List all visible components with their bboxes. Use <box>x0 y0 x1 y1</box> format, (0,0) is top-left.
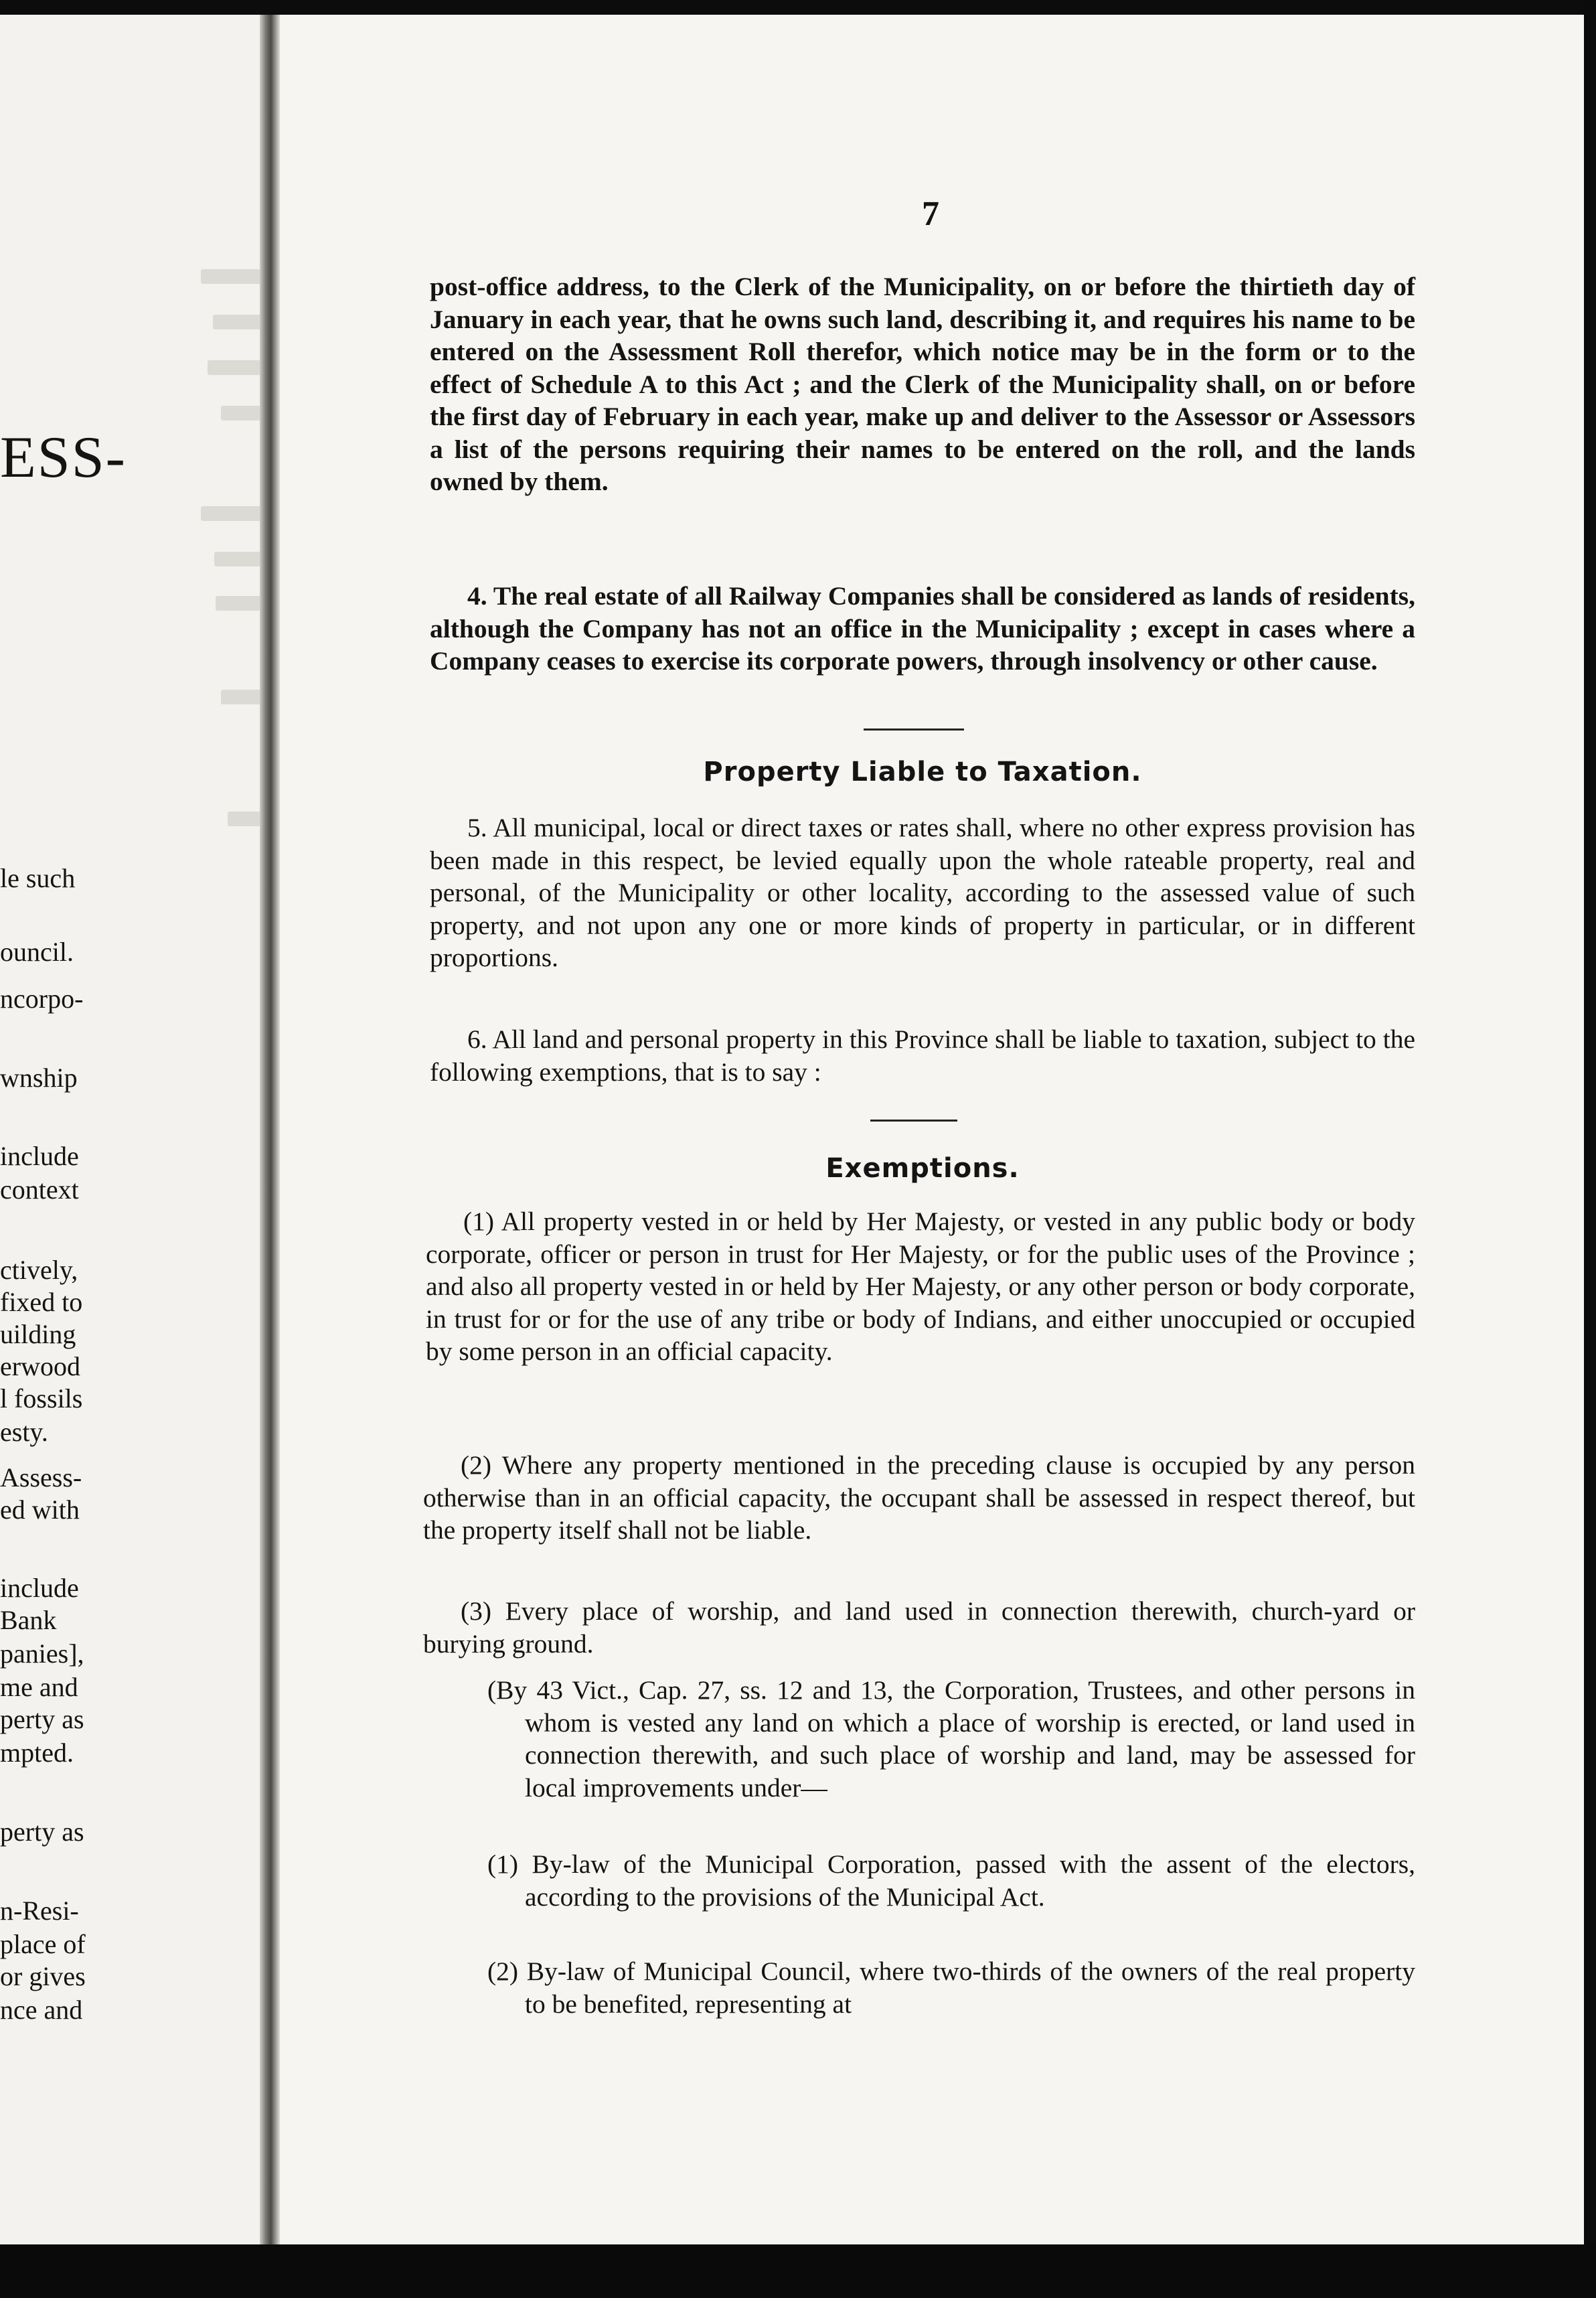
truncated-line: le such <box>0 863 76 893</box>
section-5-text: 5. All municipal, local or direct taxes or rates shall, where no other express provision has been made in this respect, be levied equally upon the whole rateable property, real and personal, of the Municipality or other locality, according to the assessed value of such property, and not upon any one or more kinds of property in particular, or in different proportions. <box>430 813 1415 972</box>
truncated-line: uilding <box>0 1319 76 1349</box>
bleed-through-text <box>214 552 262 566</box>
truncated-line: perty as <box>0 1704 84 1734</box>
scan-border-bottom <box>0 2244 1596 2298</box>
truncated-line: ncorpo- <box>0 984 84 1014</box>
truncated-line: fixed to <box>0 1287 83 1317</box>
exemption-3-text: (3) Every place of worship, and land used in connection therewith, church-yard or burying ground. <box>423 1596 1415 1659</box>
scan-border-top <box>0 0 1596 15</box>
section-4 <box>430 580 1415 678</box>
truncated-line: ed with <box>0 1495 80 1525</box>
truncated-line: place of <box>0 1929 86 1959</box>
section-4-text: 4. The real estate of all Railway Companies shall be considered as lands of residents, although the Company has not an office in the Municipality ; except in cases where a Company ceases to exercise its corporate powers, through insolvency or other cause. <box>430 581 1415 676</box>
bleed-through-text <box>228 812 262 826</box>
note-item-1 <box>487 1848 1415 1913</box>
exemption-3 <box>423 1595 1415 1660</box>
truncated-line: Assess- <box>0 1462 82 1492</box>
truncated-line: wnship <box>0 1063 78 1093</box>
heading-exemptions: Exemptions. <box>825 1153 1020 1184</box>
note-item-2 <box>487 1955 1415 2020</box>
exemption-1 <box>426 1205 1415 1368</box>
bleed-through-text <box>221 406 262 420</box>
truncated-line: or gives <box>0 1961 86 1991</box>
truncated-line: ouncil. <box>0 937 74 967</box>
truncated-line: nce and <box>0 1995 83 2025</box>
truncated-line: me and <box>0 1672 78 1702</box>
exemption-2 <box>423 1449 1415 1547</box>
truncated-line: include <box>0 1141 79 1171</box>
section-5 <box>430 812 1415 974</box>
bleed-through-text <box>216 596 262 611</box>
truncated-line: n-Resi- <box>0 1896 79 1926</box>
truncated-line: Bank <box>0 1605 57 1635</box>
section-6-text: 6. All land and personal property in this Province shall be liable to taxation, subject to the following exemptions, that is to say : <box>430 1024 1415 1087</box>
truncated-line: perty as <box>0 1817 84 1847</box>
note-item-2-text: (2) By-law of Municipal Council, where two-thirds of the owners of the real property to be benefited, representing at <box>487 1957 1415 2019</box>
legislative-note <box>487 1674 1415 1804</box>
bleed-through-text <box>213 315 262 329</box>
note-text: (By 43 Vict., Cap. 27, ss. 12 and 13, the Corporation, Trustees, and other persons in whom is vested any land on which a place of worship is erected, or land used in connection therewith, and such place of worship and land, may be assessed for local improvements under— <box>487 1675 1415 1803</box>
section-divider <box>870 1120 957 1122</box>
intro-paragraph-text: post-office address, to the Clerk of the Municipality, on or before the thirtieth day of January in each year, that he owns such land, describing it, and requires his name to be entered on the Assessment Roll therefor, which notice may be in the form or to the effect of Schedule A to this Act ; and the Clerk of the Municipality shall, on or before the first day of February in each year, make up and deliver to the Assessor or Assessors a list of the persons requiring their names to be entered on the roll, and the lands owned by them. <box>430 272 1415 496</box>
truncated-line: esty. <box>0 1417 48 1447</box>
book-gutter <box>260 15 280 2244</box>
exemption-2-text: (2) Where any property mentioned in the preceding clause is occupied by any person otherwise than in an official capacity, the occupant shall be assessed in respect thereof, but the property itself shall not be liable. <box>423 1450 1415 1545</box>
truncated-line: include <box>0 1573 79 1603</box>
heading-property-liable: Property Liable to Taxation. <box>703 757 1142 787</box>
truncated-line: panies], <box>0 1638 84 1669</box>
bleed-through-text <box>221 690 262 704</box>
bleed-through-text <box>201 269 262 284</box>
section-divider <box>864 729 964 731</box>
bleed-through-text <box>201 506 262 521</box>
page-number: 7 <box>922 195 939 233</box>
intro-paragraph <box>430 271 1415 498</box>
facing-page-fragment <box>0 15 262 2244</box>
bleed-through-text <box>208 360 262 375</box>
truncated-line: erwood <box>0 1351 80 1381</box>
truncated-line: l fossils <box>0 1383 83 1413</box>
note-item-1-text: (1) By-law of the Municipal Corporation, passed with the assent of the electors, according to the provisions of the Municipal Act. <box>487 1849 1415 1912</box>
truncated-line: context <box>0 1174 79 1205</box>
section-6 <box>430 1023 1415 1088</box>
truncated-line: ctively, <box>0 1255 78 1285</box>
truncated-line: mpted. <box>0 1738 74 1768</box>
scan-border-right <box>1584 0 1596 2298</box>
exemption-1-text: (1) All property vested in or held by Her Majesty, or vested in any public body or body corporate, officer or person in trust for Her Majesty, or for the public uses of the Province ; and also all property vested in or held by Her Majesty, or any other person or body corporate, in trust for or for the use of any tribe or body of Indians, and either unoccupied or occupied by some person in an official capacity. <box>426 1207 1415 1366</box>
truncated-heading: ESS- <box>0 425 127 490</box>
